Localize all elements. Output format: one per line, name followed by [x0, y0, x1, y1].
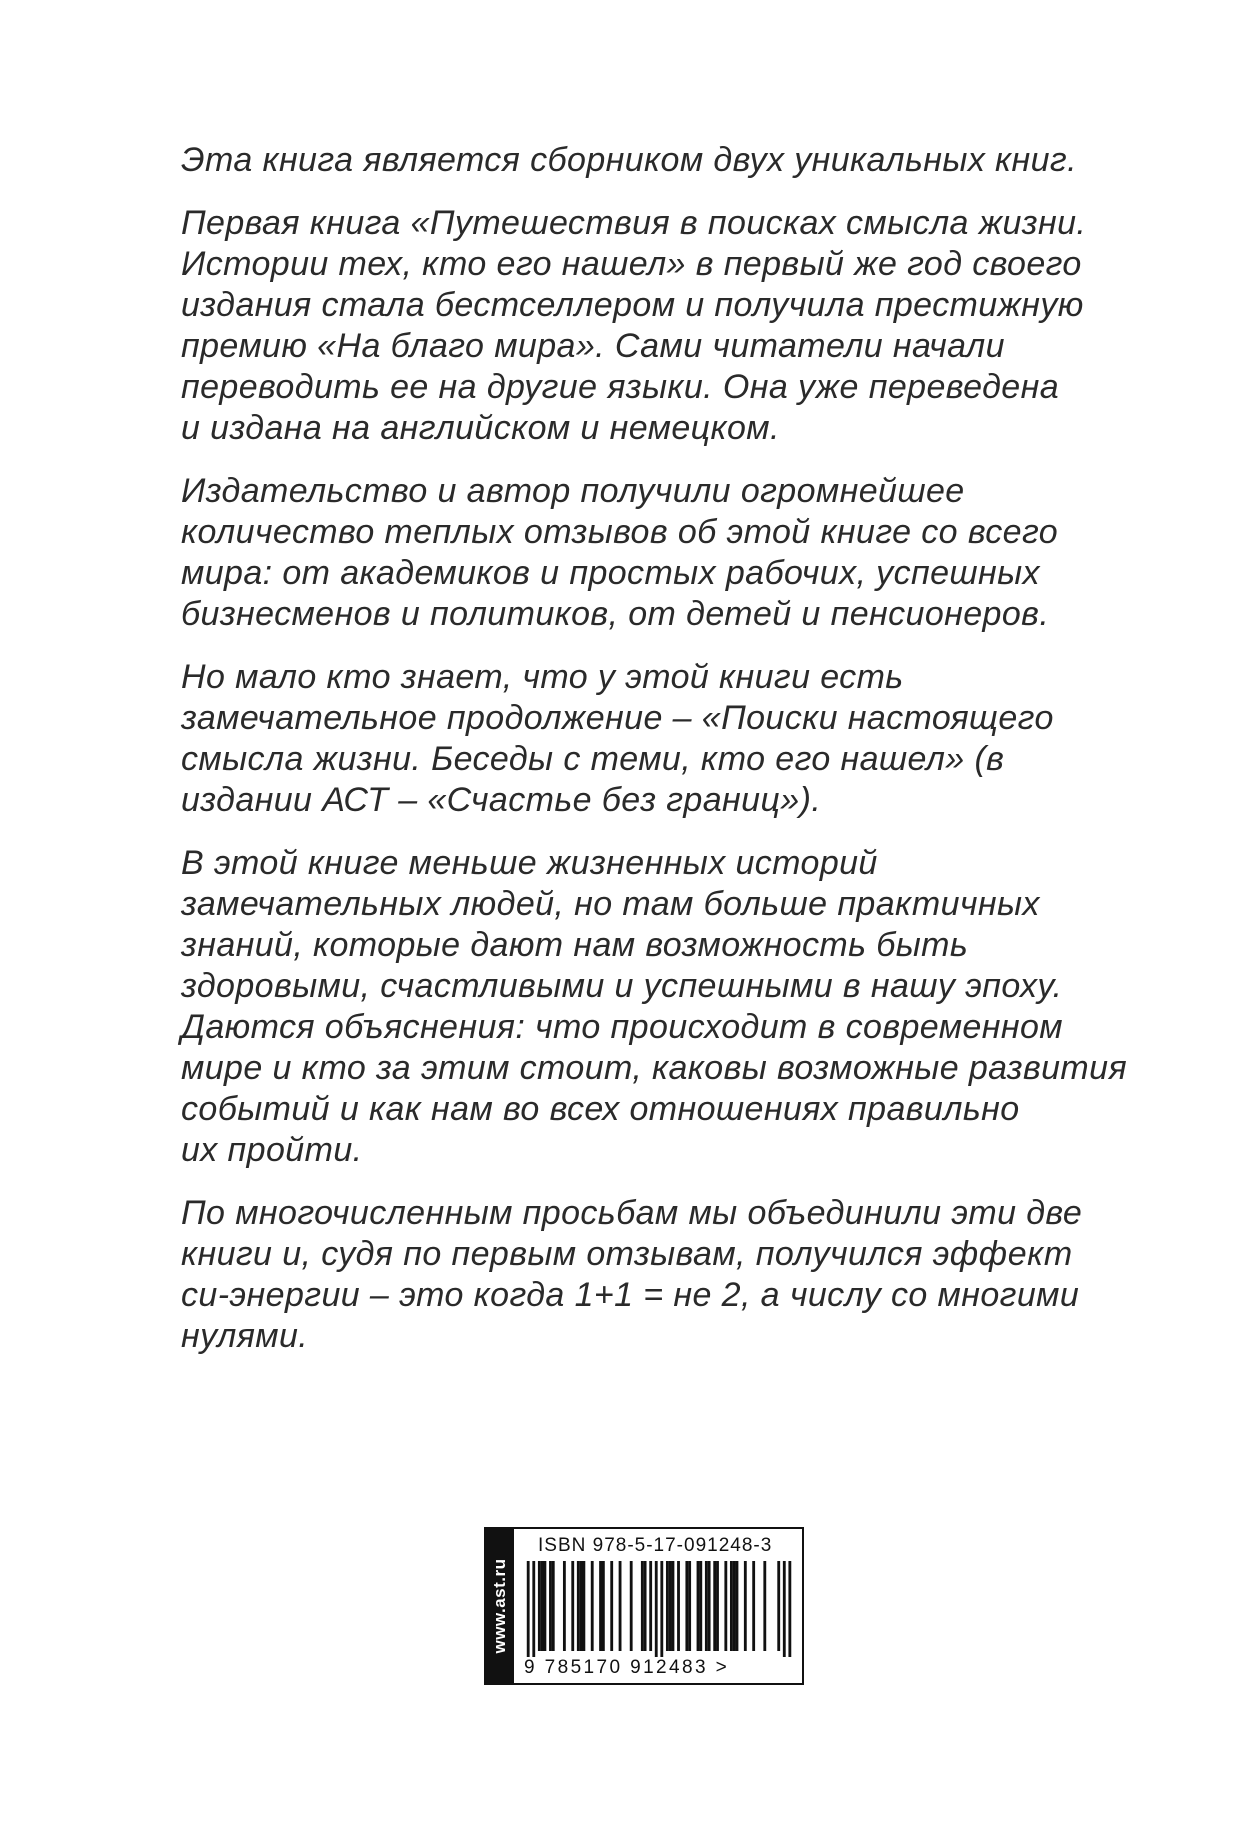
isbn-barcode-box [484, 1527, 804, 1685]
barcode-icon [524, 1561, 794, 1657]
barcode-bar [730, 1561, 733, 1651]
barcode-bar [641, 1561, 644, 1651]
barcode-bar [582, 1561, 585, 1651]
paragraph [181, 471, 1181, 635]
barcode-bar [685, 1561, 688, 1651]
text-line: нулями. [181, 1317, 309, 1355]
paragraph [181, 140, 1181, 181]
barcode-bar [577, 1561, 580, 1651]
paragraph [181, 657, 1181, 821]
barcode-bar [733, 1561, 736, 1651]
barcode-bar [602, 1561, 605, 1651]
text-line: Но мало кто знает, что у этой книги есть [181, 658, 904, 696]
barcode-bar [744, 1561, 747, 1651]
paragraph [181, 843, 1181, 1171]
barcode-bar [752, 1561, 755, 1651]
barcode-bar [599, 1561, 602, 1651]
text-line: Первая книга «Путешествия в поисках смысла жизни. [181, 204, 1087, 242]
text-line: мира: от академиков и простых рабочих, успешных [181, 554, 1040, 592]
text-line: событий и как нам во всех отношениях правильно [181, 1090, 1020, 1128]
barcode-bar [580, 1561, 583, 1651]
text-line: книги и, судя по первым отзывам, получился эффект [181, 1235, 1073, 1273]
text-line: Даются объяснения: что происходит в современном [181, 1008, 1063, 1046]
barcode-bar [591, 1561, 594, 1651]
barcode-bar [788, 1561, 791, 1657]
text-line: издании АСТ – «Счастье без границ»). [181, 781, 822, 819]
barcode-bar [705, 1561, 708, 1651]
text-line: здоровыми, счастливыми и успешными в нашу эпоху. [181, 967, 1063, 1005]
text-line: Истории тех, кто его нашел» в первый же год своего [181, 245, 1082, 283]
barcode-bar [563, 1561, 566, 1651]
barcode-bar [552, 1561, 555, 1651]
barcode-bar [736, 1561, 739, 1651]
text-line: замечательное продолжение – «Поиски настоящего [181, 699, 1054, 737]
text-line: Издательство и автор получили огромнейшее [181, 472, 965, 510]
text-line: их пройти. [181, 1131, 363, 1169]
barcode-bar [538, 1561, 541, 1651]
isbn-label: ISBN 978-5-17-091248-3 [538, 1535, 773, 1556]
text-line: издания стала бестселлером и получила престижную [181, 286, 1084, 324]
barcode-bar [699, 1561, 702, 1651]
barcode-bar [660, 1561, 663, 1657]
barcode-bar [763, 1561, 766, 1651]
publisher-site-strip [486, 1529, 514, 1683]
barcode-bar [783, 1561, 786, 1657]
text-line: премию «На благо мира». Сами читатели начали [181, 327, 1005, 365]
text-line: По многочисленным просьбам мы объединили эти две [181, 1194, 1083, 1232]
barcode-bar [688, 1561, 691, 1651]
paragraph [181, 203, 1181, 449]
barcode-bar [666, 1561, 669, 1651]
text-line: количество теплых отзывов об этой книге со всего [181, 513, 1059, 551]
barcode-bar [527, 1561, 530, 1657]
text-line: и издана на английском и немецком. [181, 409, 780, 447]
barcode-bar [541, 1561, 544, 1651]
barcode-bar [713, 1561, 716, 1651]
text-line: бизнесменов и политиков, от детей и пенсионеров. [181, 595, 1050, 633]
barcode-bar [571, 1561, 574, 1651]
paragraph [181, 1193, 1181, 1357]
barcode-bar [669, 1561, 672, 1651]
text-line: переводить ее на другие языки. Она уже переведена [181, 368, 1060, 406]
barcode-bar [630, 1561, 633, 1651]
barcode-bar [697, 1561, 700, 1651]
text-line: замечательных людей, но там больше практичных [181, 885, 1040, 923]
barcode-bar [619, 1561, 622, 1651]
text-line: смысла жизни. Беседы с теми, кто его нашел» (в [181, 740, 1005, 778]
text-line: си-энергии – это когда 1+1 = не 2, а числу со многими [181, 1276, 1080, 1314]
text-line: Эта книга является сборником двух уникальных книг. [181, 141, 1077, 179]
barcode-bar [549, 1561, 552, 1651]
barcode-bar [644, 1561, 647, 1651]
text-line: знаний, которые дают нам возможность быть [181, 926, 969, 964]
barcode-digits: 9 785170 912483 > [524, 1657, 730, 1678]
barcode-bar [543, 1561, 546, 1651]
barcode-bar [777, 1561, 780, 1651]
barcode-bar [610, 1561, 613, 1651]
publisher-site-label: www.ast.ru [490, 1558, 509, 1654]
barcode-bar [672, 1561, 675, 1651]
barcode-bar [708, 1561, 711, 1651]
barcode-bar [716, 1561, 719, 1651]
text-line: мире и кто за этим стоит, каковы возможные развития [181, 1049, 1128, 1087]
barcode-bar [655, 1561, 658, 1657]
annotation-text [181, 140, 1181, 1379]
barcode-bar [724, 1561, 727, 1651]
barcode-bar [677, 1561, 680, 1651]
text-line: В этой книге меньше жизненных историй [181, 844, 878, 882]
barcode-bar [532, 1561, 535, 1657]
barcode-bar [649, 1561, 652, 1651]
